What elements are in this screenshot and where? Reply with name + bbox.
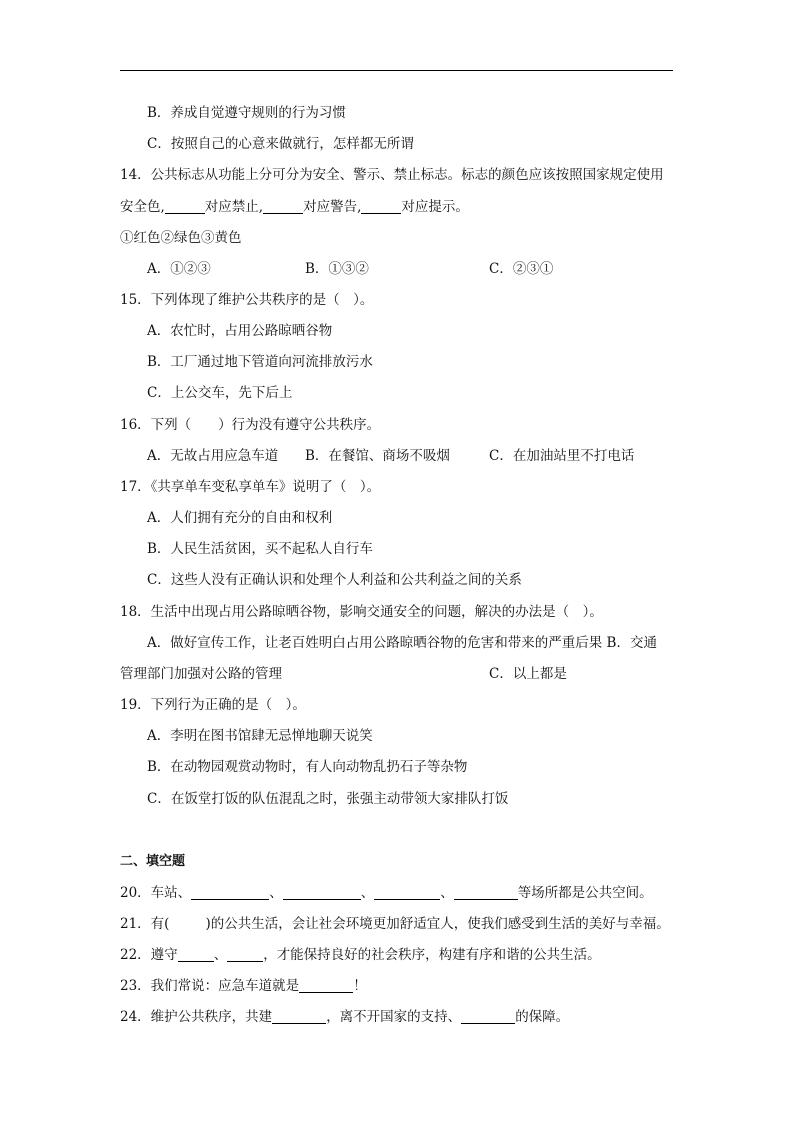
q14-stem: 14．公共标志从功能上分可分为安全、警示、禁止标志。标志的颜色应该按照国家规定使用: [120, 167, 664, 183]
q20-blank-3: [374, 885, 440, 900]
q17-option-b: B．人民生活贫困，买不起私人自行车: [147, 541, 373, 557]
q18-option-c: C．以上都是: [489, 666, 567, 682]
q20-sep-1: 、: [269, 885, 283, 901]
q21-line: [120, 915, 670, 933]
q14-blank-2: [263, 199, 303, 214]
q21-text-a: 21．有(: [120, 916, 170, 932]
q17-option-c: C．这些人没有正确认识和处理个人利益和公共利益之间的关系: [147, 572, 522, 588]
q17-option-a: A．人们拥有充分的自由和权利: [147, 510, 333, 526]
q14-blank-3: [361, 199, 401, 214]
q14-text-a: 安全色,: [120, 199, 165, 215]
q14-option-c: C．②③①: [489, 261, 554, 277]
q23-line: [120, 977, 367, 995]
q23-blank: [299, 978, 353, 993]
q16-option-b: B．在餐馆、商场不吸烟: [305, 448, 450, 464]
q20-sep-3: 、: [440, 885, 454, 901]
q14-text-d: 对应提示。: [401, 199, 469, 215]
q23-text-a: 23．我们常说：应急车道就是: [120, 978, 300, 994]
q13-option-b: B．养成自觉遵守规则的行为习惯: [147, 105, 346, 121]
q16-option-c: C．在加油站里不打电话: [489, 448, 635, 464]
q13-option-c: C．按照自己的心意来做就行，怎样都无所谓: [147, 136, 414, 152]
q19-stem: 19．下列行为正确的是（ ）。: [120, 697, 306, 713]
q20-sep-2: 、: [360, 885, 375, 901]
q18-option-b-cont: 管理部门加强对公路的管理: [120, 666, 282, 682]
q24-text-c: 的保障。: [515, 1009, 570, 1025]
q22-line: [120, 946, 601, 964]
q20-line: [120, 884, 653, 902]
q20-blank-2: [283, 885, 361, 900]
section-title: 二、填空题: [120, 854, 186, 869]
header-rule: [120, 70, 673, 71]
q19-option-b: B．在动物园观赏动物时，有人向动物乱扔石子等杂物: [147, 759, 468, 775]
q19-option-a: A．李明在图书馆肆无忌惮地聊天说笑: [147, 728, 373, 744]
q22-text-b: ，才能保持良好的社会秩序，构建有序和谐的公共生活。: [263, 947, 601, 963]
q14-text-b: 对应禁止,: [204, 199, 264, 215]
q24-blank-1: [272, 1009, 326, 1024]
q14-text-c: 对应警告,: [303, 199, 362, 215]
q22-blank-2: [227, 947, 263, 962]
q21-text-b: )的公共生活，会让社会环境更加舒适宜人，使我们感受到生活的美好与幸福。: [205, 916, 670, 932]
q22-sep: 、: [213, 947, 228, 963]
q15-option-c: C．上公交车，先下后上: [147, 385, 293, 401]
q23-text-b: ！: [353, 978, 367, 994]
q14-blank-1: [165, 199, 205, 214]
q16-option-a: A．无故占用应急车道: [147, 448, 279, 464]
q19-option-c: C．在饭堂打饭的队伍混乱之时，张强主动带领大家排队打饭: [147, 791, 509, 807]
q24-line: [120, 1008, 569, 1026]
q15-option-a: A．农忙时，占用公路晾晒谷物: [147, 323, 333, 339]
q20-blank-4: [454, 885, 518, 900]
q20-text-end: 等场所都是公共空间。: [517, 885, 653, 901]
q18-stem: 18．生活中出现占用公路晾晒谷物，影响交通安全的问题，解决的办法是（ ）。: [120, 604, 603, 620]
q14-stem-line2: [120, 198, 469, 216]
q22-text-a: 22．遵守: [120, 947, 178, 963]
q18-option-a: A．做好宣传工作，让老百姓明白占用公路晾晒谷物的危害和带来的严重后果 B．交通: [147, 635, 657, 651]
q15-stem: 15．下列体现了维护公共秩序的是（ ）。: [120, 292, 374, 308]
q16-stem: 16．下列（ ）行为没有遵守公共秩序。: [120, 417, 381, 433]
q20-blank-1: [191, 885, 269, 900]
q22-blank-1: [178, 947, 214, 962]
q15-option-b: B．工厂通过地下管道向河流排放污水: [147, 354, 373, 370]
q24-blank-2: [461, 1009, 515, 1024]
q14-option-a: A．①②③: [147, 261, 211, 277]
q14-color-list: ①红色②绿色③黄色: [120, 230, 242, 246]
q14-option-b: B．①③②: [305, 261, 369, 277]
q17-stem: 17．《共享单车变私享单车》说明了（ ）。: [120, 479, 381, 495]
q20-text-a: 20．车站、: [120, 885, 192, 901]
q24-text-a: 24．维护公共秩序，共建: [120, 1009, 273, 1025]
q24-text-b: ，离不开国家的支持、: [326, 1009, 462, 1025]
